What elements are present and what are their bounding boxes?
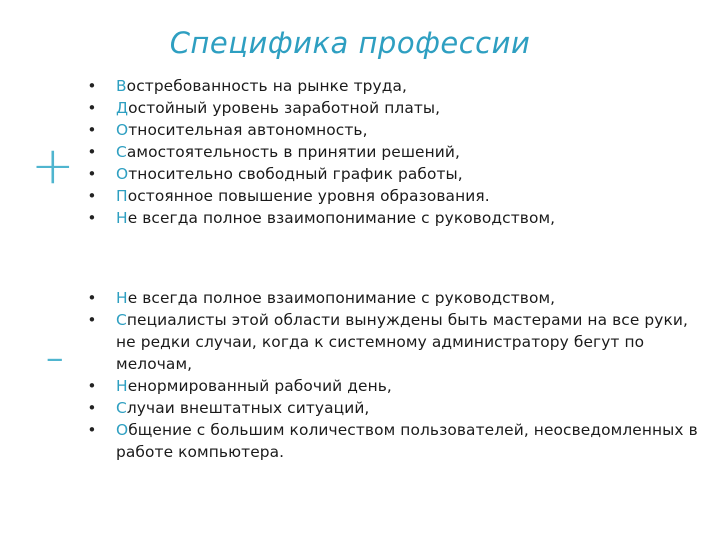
list-item: • Относительная автономность,	[87, 121, 368, 139]
bullet-icon: •	[87, 289, 97, 307]
cons-list	[87, 287, 712, 463]
bullet-icon: •	[87, 421, 97, 439]
plus-sign: +	[31, 136, 75, 196]
slide-title: Специфика профессии	[169, 26, 531, 60]
bullet-icon: •	[87, 77, 97, 95]
list-item: • Случаи внештатных ситуаций,	[87, 399, 370, 417]
bullet-icon: •	[87, 99, 97, 117]
list-item: • Специалисты этой области вынуждены быть мастерами на все руки, не редки случаи, когда к системному администратору бегут по мелочам,	[87, 311, 688, 373]
bullet-icon: •	[87, 399, 97, 417]
bullet-icon: •	[87, 165, 97, 183]
list-item: • Востребованность на рынке труда,	[87, 77, 408, 95]
list-item: • Достойный уровень заработной платы,	[87, 99, 441, 117]
list-item: • Самостоятельность в принятии решений,	[87, 143, 460, 161]
bullet-icon: •	[87, 121, 97, 139]
minus-sign: -	[45, 325, 65, 388]
list-item: • Относительно свободный график работы,	[87, 165, 463, 183]
bullet-icon: •	[87, 209, 97, 227]
bullet-icon: •	[87, 143, 97, 161]
pros-list	[87, 75, 707, 229]
bullet-icon: •	[87, 311, 97, 329]
list-item: • Не всегда полное взаимопонимание с руководством,	[87, 289, 556, 307]
list-item: • Постоянное повышение уровня образования.	[87, 187, 490, 205]
list-item: • Не всегда полное взаимопонимание с руководством,	[87, 209, 556, 227]
bullet-icon: •	[87, 187, 97, 205]
list-item: • Общение с большим количеством пользователей, неосведомленных в работе компьютера.	[87, 421, 698, 461]
list-item: • Ненормированный рабочий день,	[87, 377, 392, 395]
bullet-icon: •	[87, 377, 97, 395]
